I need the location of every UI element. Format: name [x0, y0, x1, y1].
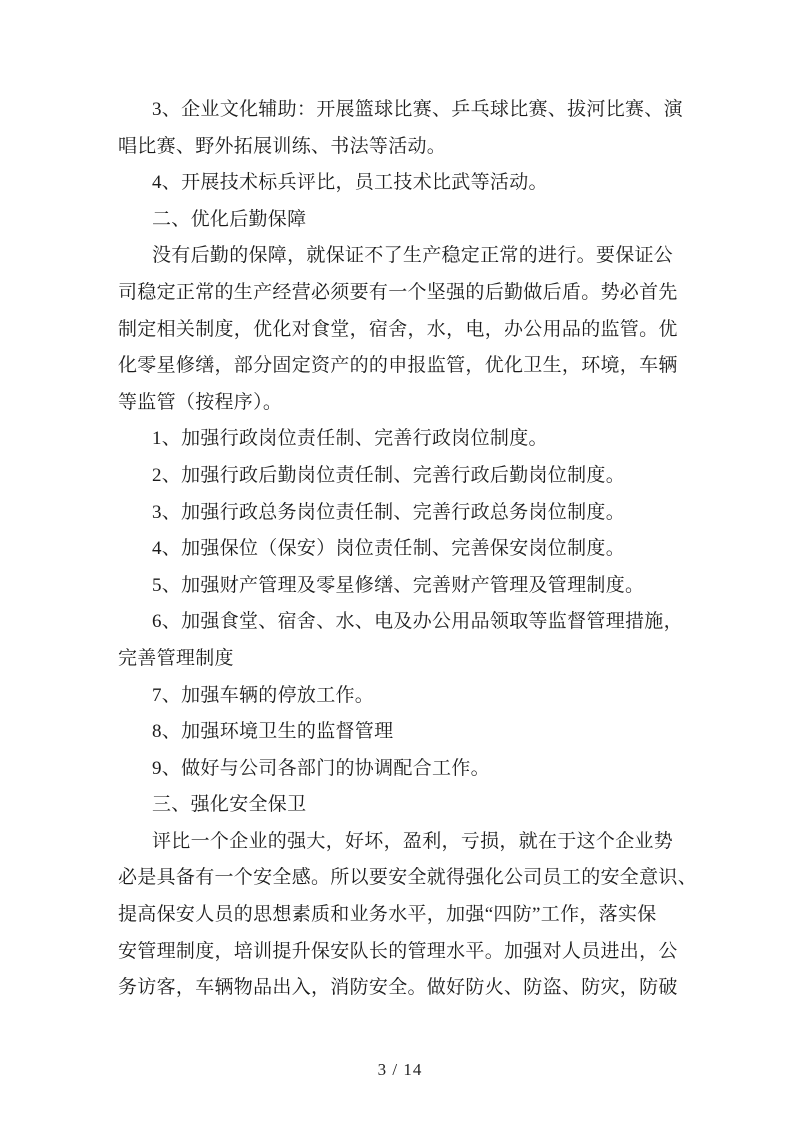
text-line: 必是具备有一个安全感。所以要安全就得强化公司员工的安全意识、 — [118, 867, 698, 889]
text-line: 唱比赛、野外拓展训练、书法等活动。 — [118, 135, 447, 157]
list-item-9 — [118, 751, 680, 788]
text-line: 完善管理制度 — [118, 647, 234, 669]
body-paragraph-logistics — [118, 238, 680, 421]
text-line: 制定相关制度，优化对食堂，宿舍，水，电，办公用品的监管。优 — [118, 318, 678, 340]
text-line: 4、开展技术标兵评比，员工技术比武等活动。 — [152, 172, 548, 194]
text-line: 务访客，车辆物品出入，消防安全。做好防火、防盗、防灾，防破 — [118, 977, 678, 999]
text-line: 等监管（按程序）。 — [118, 391, 283, 413]
text-line: 司稳定正常的生产经营必须要有一个坚强的后勤做后盾。势必首先 — [118, 281, 678, 303]
text-line: 2、加强行政后勤岗位责任制、完善行政后勤岗位制度。 — [152, 464, 626, 486]
section-heading-3 — [118, 787, 680, 824]
text-line: 4、加强保位（保安）岗位责任制、完善保安岗位制度。 — [152, 538, 626, 560]
text-line: 3、加强行政总务岗位责任制、完善行政总务岗位制度。 — [152, 501, 626, 523]
list-item-1 — [118, 421, 680, 458]
text-line: 8、加强环境卫生的监督管理 — [152, 721, 394, 743]
page-number: 3 / 14 — [377, 1060, 423, 1079]
text-line: 5、加强财产管理及零星修缮、完善财产管理及管理制度。 — [152, 574, 645, 596]
text-line: 三、强化安全保卫 — [152, 794, 307, 816]
text-line: 化零星修缮，部分固定资产的的申报监管，优化卫生，环境，车辆 — [118, 355, 678, 377]
list-item-skill-contest — [118, 165, 680, 202]
list-item-3 — [118, 495, 680, 532]
list-item-6 — [118, 604, 683, 677]
list-item-4 — [118, 531, 680, 568]
text-line: 评比一个企业的强大，好坏，盈利，亏损，就在于这个企业势 — [152, 830, 674, 852]
list-item-5 — [118, 568, 680, 605]
page-footer — [0, 1060, 800, 1080]
text-line: 3、企业文化辅助：开展篮球比赛、乒乓球比赛、拔河比赛、演 — [152, 99, 683, 120]
section-heading-2 — [118, 202, 680, 239]
text-line: 安管理制度，培训提升保安队长的管理水平。加强对人员进出，公 — [118, 940, 678, 962]
body-paragraph-security — [118, 824, 698, 1007]
text-line: 9、做好与公司各部门的协调配合工作。 — [152, 757, 490, 779]
text-line: 二、优化后勤保障 — [152, 208, 307, 230]
list-item-7 — [118, 678, 680, 715]
text-line: 提高保安人员的思想素质和业务水平，加强“四防”工作，落实保 — [118, 904, 657, 926]
list-item-8 — [118, 714, 680, 751]
text-line: 没有后勤的保障，就保证不了生产稳定正常的进行。要保证公 — [152, 245, 674, 267]
text-line: 6、加强食堂、宿舍、水、电及办公用品领取等监督管理措施， — [152, 611, 683, 633]
list-item-2 — [118, 458, 680, 495]
document-body — [118, 92, 698, 1007]
text-line: 7、加强车辆的停放工作。 — [152, 684, 375, 706]
list-item-culture-activities — [118, 92, 683, 165]
text-line: 1、加强行政岗位责任制、完善行政岗位制度。 — [152, 428, 548, 450]
